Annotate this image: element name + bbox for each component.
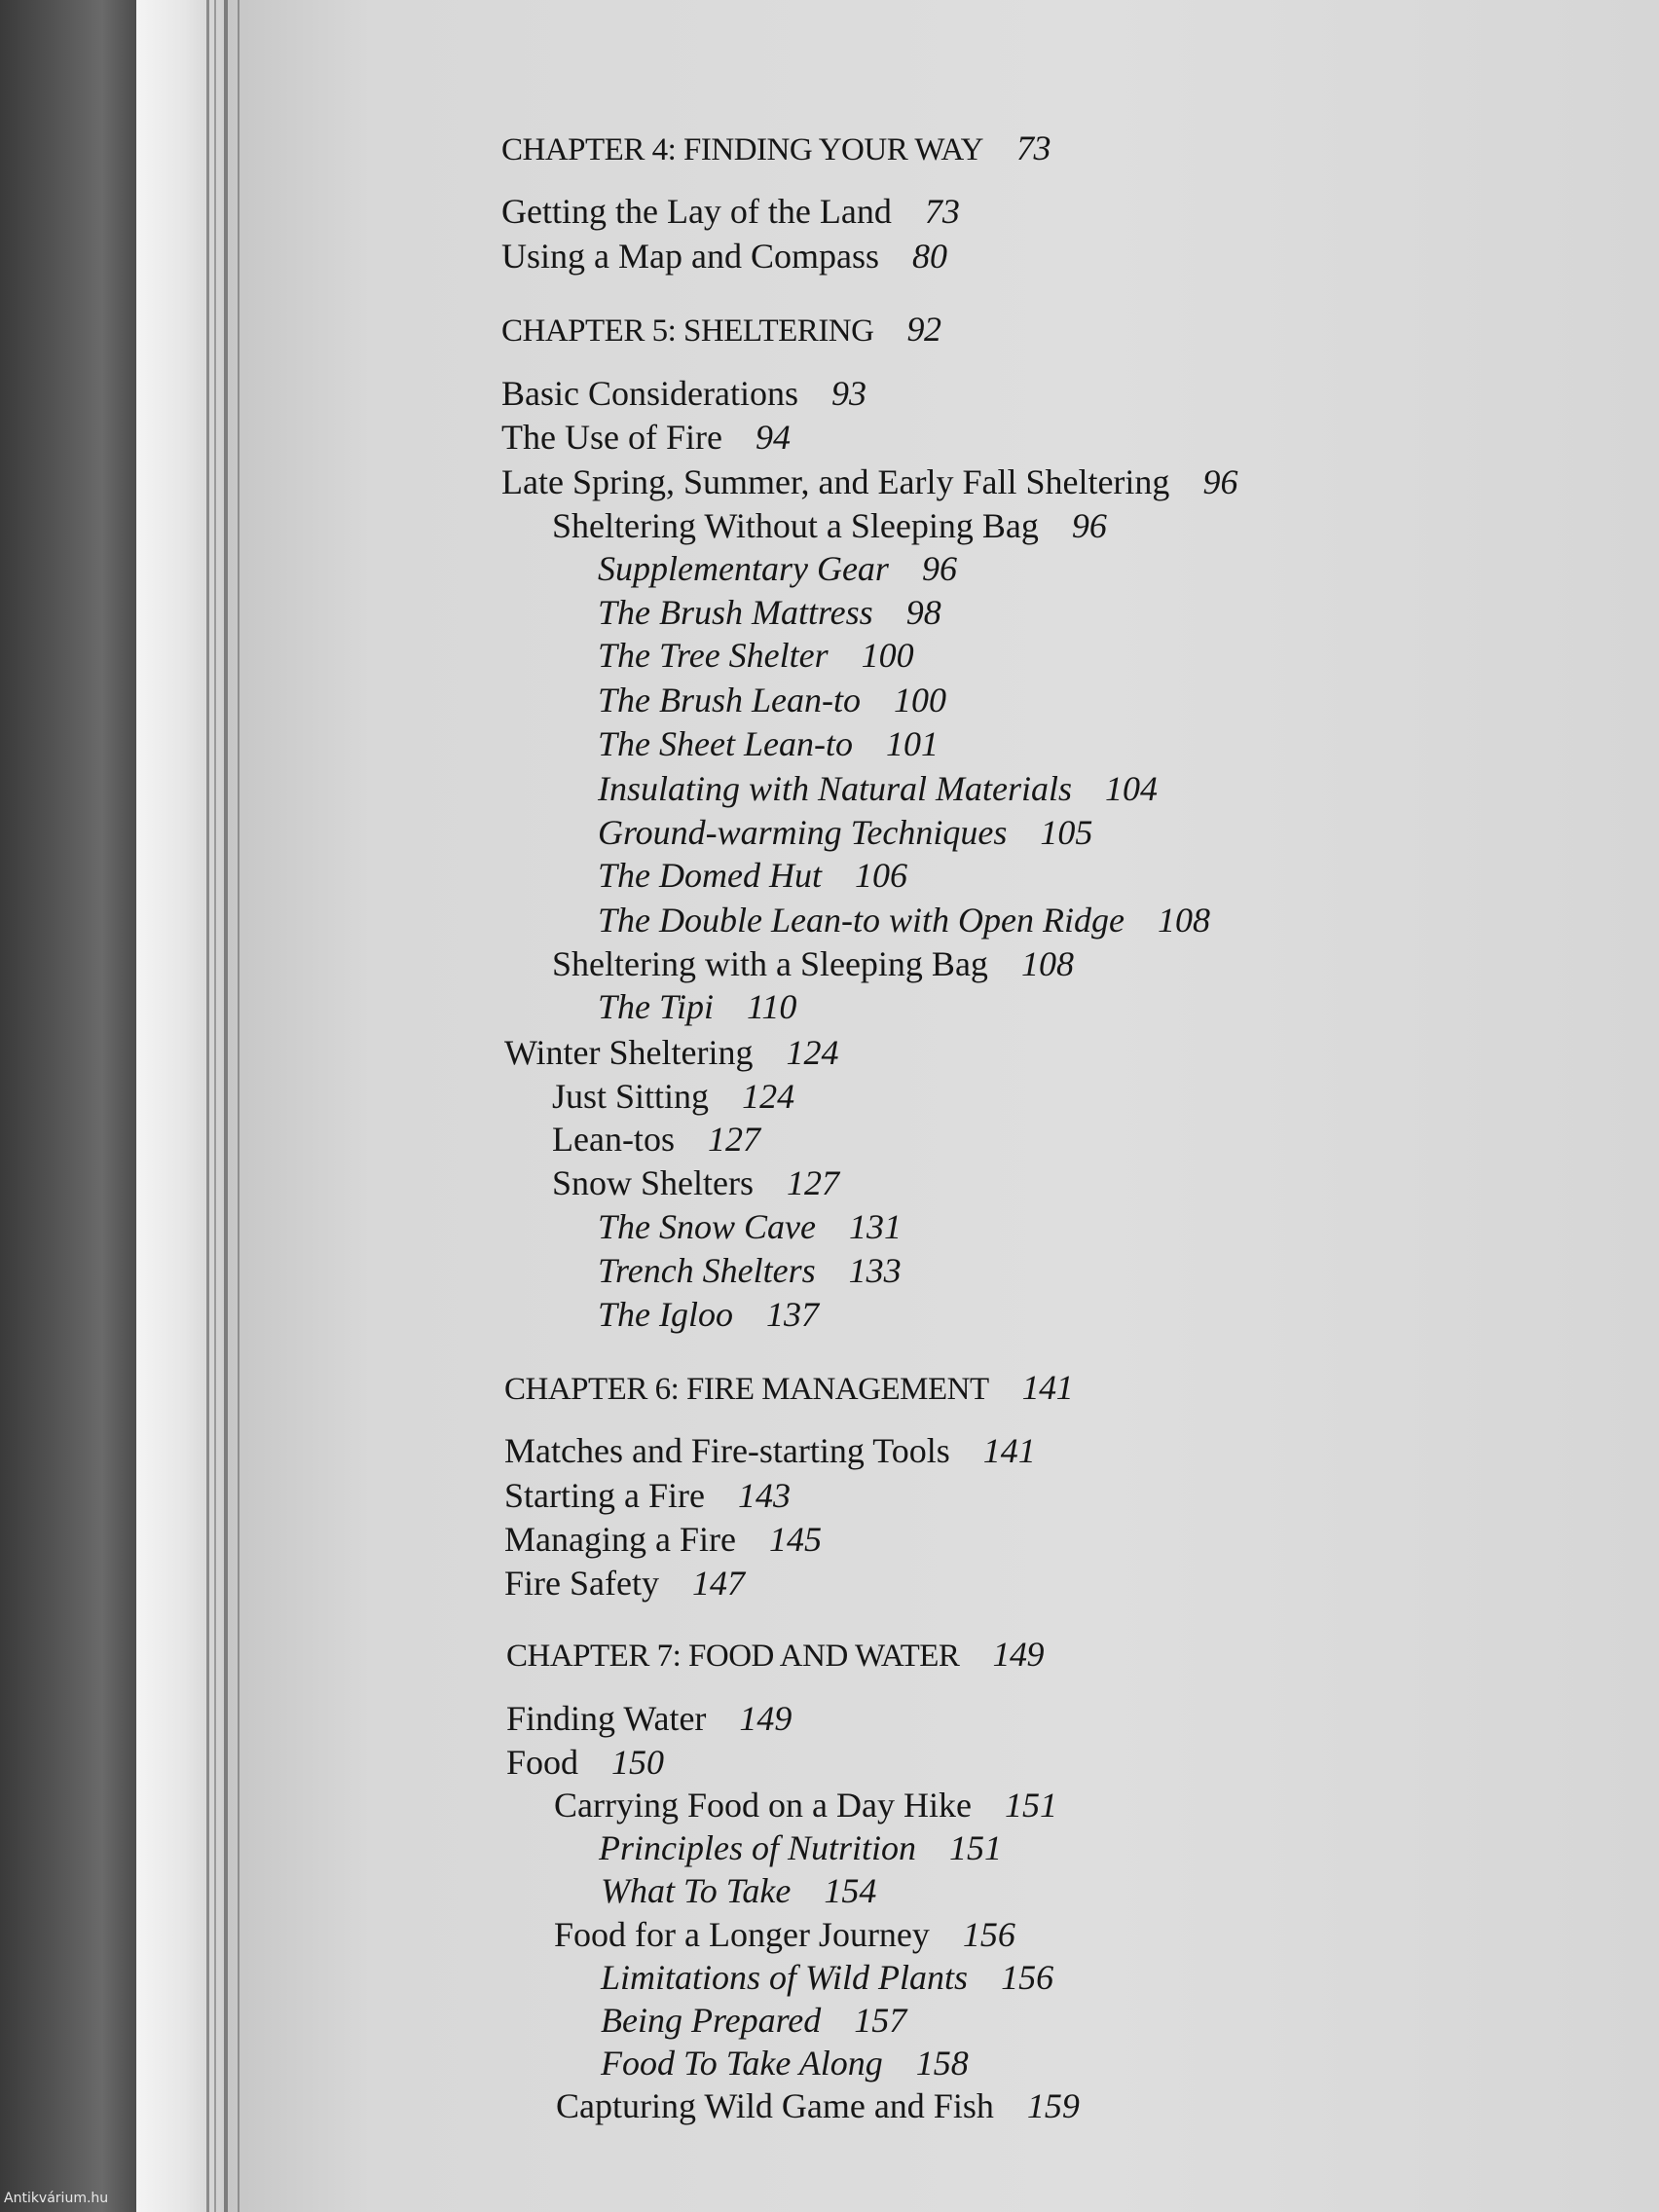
entry-title: Carrying Food on a Day Hike (554, 1786, 972, 1825)
toc-entry (598, 593, 941, 632)
entry-page: 149 (739, 1699, 793, 1738)
chapter-heading (501, 310, 940, 350)
toc-entry (599, 1828, 1002, 1867)
entry-title: The Tree Shelter (598, 636, 829, 675)
entry-page: 124 (742, 1077, 795, 1116)
entry-page: 96 (921, 549, 957, 588)
entry-page: 137 (766, 1295, 819, 1334)
entry-page: 93 (830, 374, 866, 413)
toc-entry (601, 2044, 969, 2083)
toc-entry (552, 1077, 794, 1116)
chapter-heading (506, 1635, 1044, 1676)
toc-entry (504, 1431, 1036, 1470)
entry-title: The Snow Cave (598, 1207, 816, 1246)
entry-title: Food To Take Along (601, 2044, 883, 2083)
entry-title: Capturing Wild Game and Fish (556, 2086, 994, 2125)
toc-entry (598, 724, 939, 763)
chapter-heading (504, 1368, 1073, 1409)
toc-entry (554, 1786, 1057, 1825)
entry-page: 145 (768, 1520, 822, 1559)
entry-title: The Tipi (598, 987, 715, 1026)
chapter-heading (501, 129, 1051, 169)
toc-entry (501, 237, 947, 276)
entry-page: 141 (982, 1431, 1036, 1470)
entry-title: Being Prepared (601, 2001, 822, 2040)
chapter-title: CHAPTER 5: SHELTERING (501, 313, 874, 349)
chapter-title: CHAPTER 6: FIRE MANAGEMENT (504, 1372, 989, 1407)
chapter-title: CHAPTER 4: FINDING YOUR WAY (501, 132, 983, 167)
entry-title: Sheltering with a Sleeping Bag (552, 944, 988, 983)
entry-title: Basic Considerations (501, 374, 798, 413)
entry-title: Lean-tos (552, 1120, 675, 1159)
toc-entry (504, 1476, 791, 1515)
toc-entry (598, 1251, 902, 1290)
entry-page: 101 (885, 724, 939, 763)
entry-title: Managing a Fire (504, 1520, 736, 1559)
entry-title: The Igloo (598, 1295, 733, 1334)
entry-title: Trench Shelters (598, 1251, 816, 1290)
chapter-page: 141 (1021, 1368, 1074, 1407)
entry-title: Principles of Nutrition (599, 1828, 917, 1867)
toc-entry (552, 1163, 839, 1202)
toc-entry (501, 462, 1237, 501)
toc-entry (598, 1207, 902, 1246)
entry-title: Supplementary Gear (598, 549, 889, 588)
entry-page: 127 (787, 1163, 839, 1202)
entry-title: Food for a Longer Journey (554, 1915, 930, 1954)
entry-title: Finding Water (506, 1699, 707, 1738)
toc-entry (552, 1120, 760, 1159)
entry-title: Late Spring, Summer, and Early Fall Sheltering (501, 462, 1170, 501)
entry-page: 100 (861, 636, 914, 675)
chapter-title: CHAPTER 7: FOOD AND WATER (506, 1639, 960, 1674)
entry-title: Just Sitting (552, 1077, 710, 1116)
entry-title: The Use of Fire (501, 418, 722, 457)
entry-page: 131 (848, 1207, 902, 1246)
entry-title: The Brush Lean-to (598, 681, 861, 719)
entry-page: 96 (1202, 462, 1238, 501)
entry-page: 151 (949, 1828, 1003, 1867)
entry-page: 127 (707, 1120, 760, 1159)
toc-entry (504, 1564, 745, 1603)
entry-title: Food (506, 1743, 579, 1782)
entry-title: Fire Safety (504, 1564, 659, 1603)
entry-page: 159 (1026, 2086, 1080, 2125)
entry-page: 94 (755, 418, 791, 457)
entry-page: 157 (854, 2001, 907, 2040)
entry-page: 158 (915, 2044, 969, 2083)
toc-entry (598, 549, 957, 588)
entry-title: Ground-warming Techniques (598, 813, 1008, 852)
toc-entry (601, 2001, 906, 2040)
entry-title: The Brush Mattress (598, 593, 873, 632)
watermark: Antikvárium.hu (4, 2191, 109, 2206)
entry-page: 100 (894, 681, 946, 719)
toc-entry (552, 506, 1107, 545)
toc-entry (554, 1915, 1015, 1954)
toc-entry (506, 1699, 792, 1738)
entry-title: Limitations of Wild Plants (601, 1958, 969, 1997)
entry-title: Matches and Fire-starting Tools (504, 1431, 950, 1470)
toc-entry (501, 374, 866, 413)
toc-entry (601, 1871, 876, 1910)
toc-entry (504, 1033, 838, 1072)
toc-entry (601, 1958, 1053, 1997)
toc-entry (598, 987, 796, 1026)
toc-entry (552, 944, 1074, 983)
toc-entry (598, 856, 907, 895)
entry-page: 105 (1040, 813, 1093, 852)
toc-entry (506, 1743, 664, 1782)
entry-page: 156 (1001, 1958, 1054, 1997)
entry-page: 143 (737, 1476, 791, 1515)
entry-title: Insulating with Natural Materials (598, 769, 1073, 808)
entry-title: The Sheet Lean-to (598, 724, 853, 763)
toc-entry (598, 901, 1210, 940)
entry-page: 73 (924, 192, 960, 231)
entry-page: 150 (611, 1743, 665, 1782)
entry-title: Sheltering Without a Sleeping Bag (552, 506, 1039, 545)
entry-page: 151 (1004, 1786, 1057, 1825)
entry-page: 106 (854, 856, 907, 895)
toc-entry (501, 192, 960, 231)
entry-page: 156 (962, 1915, 1015, 1954)
entry-title: What To Take (601, 1871, 792, 1910)
toc-entry (598, 813, 1092, 852)
toc-entry (556, 2086, 1080, 2125)
entry-page: 108 (1020, 944, 1074, 983)
entry-page: 104 (1105, 769, 1159, 808)
chapter-page: 149 (992, 1635, 1044, 1674)
entry-title: Snow Shelters (552, 1163, 754, 1202)
toc-entry (501, 418, 791, 457)
chapter-page: 73 (1016, 129, 1051, 167)
entry-page: 133 (848, 1251, 902, 1290)
chapter-page: 92 (906, 310, 941, 349)
entry-page: 108 (1157, 901, 1210, 940)
entry-page: 80 (911, 237, 947, 276)
entry-page: 147 (691, 1564, 745, 1603)
entry-title: The Domed Hut (598, 856, 822, 895)
toc-entry (598, 1295, 819, 1334)
entry-page: 124 (786, 1033, 839, 1072)
entry-title: Winter Sheltering (504, 1033, 754, 1072)
entry-title: Starting a Fire (504, 1476, 705, 1515)
entry-title: Getting the Lay of the Land (501, 192, 892, 231)
entry-page: 110 (747, 987, 797, 1026)
toc-entry (504, 1520, 822, 1559)
entry-page: 96 (1071, 506, 1107, 545)
toc-entry (598, 769, 1158, 808)
entry-title: The Double Lean-to with Open Ridge (598, 901, 1124, 940)
entry-title: Using a Map and Compass (501, 237, 879, 276)
entry-page: 98 (905, 593, 941, 632)
toc-entry (598, 681, 946, 719)
entry-page: 154 (824, 1871, 877, 1910)
toc-entry (598, 636, 914, 675)
